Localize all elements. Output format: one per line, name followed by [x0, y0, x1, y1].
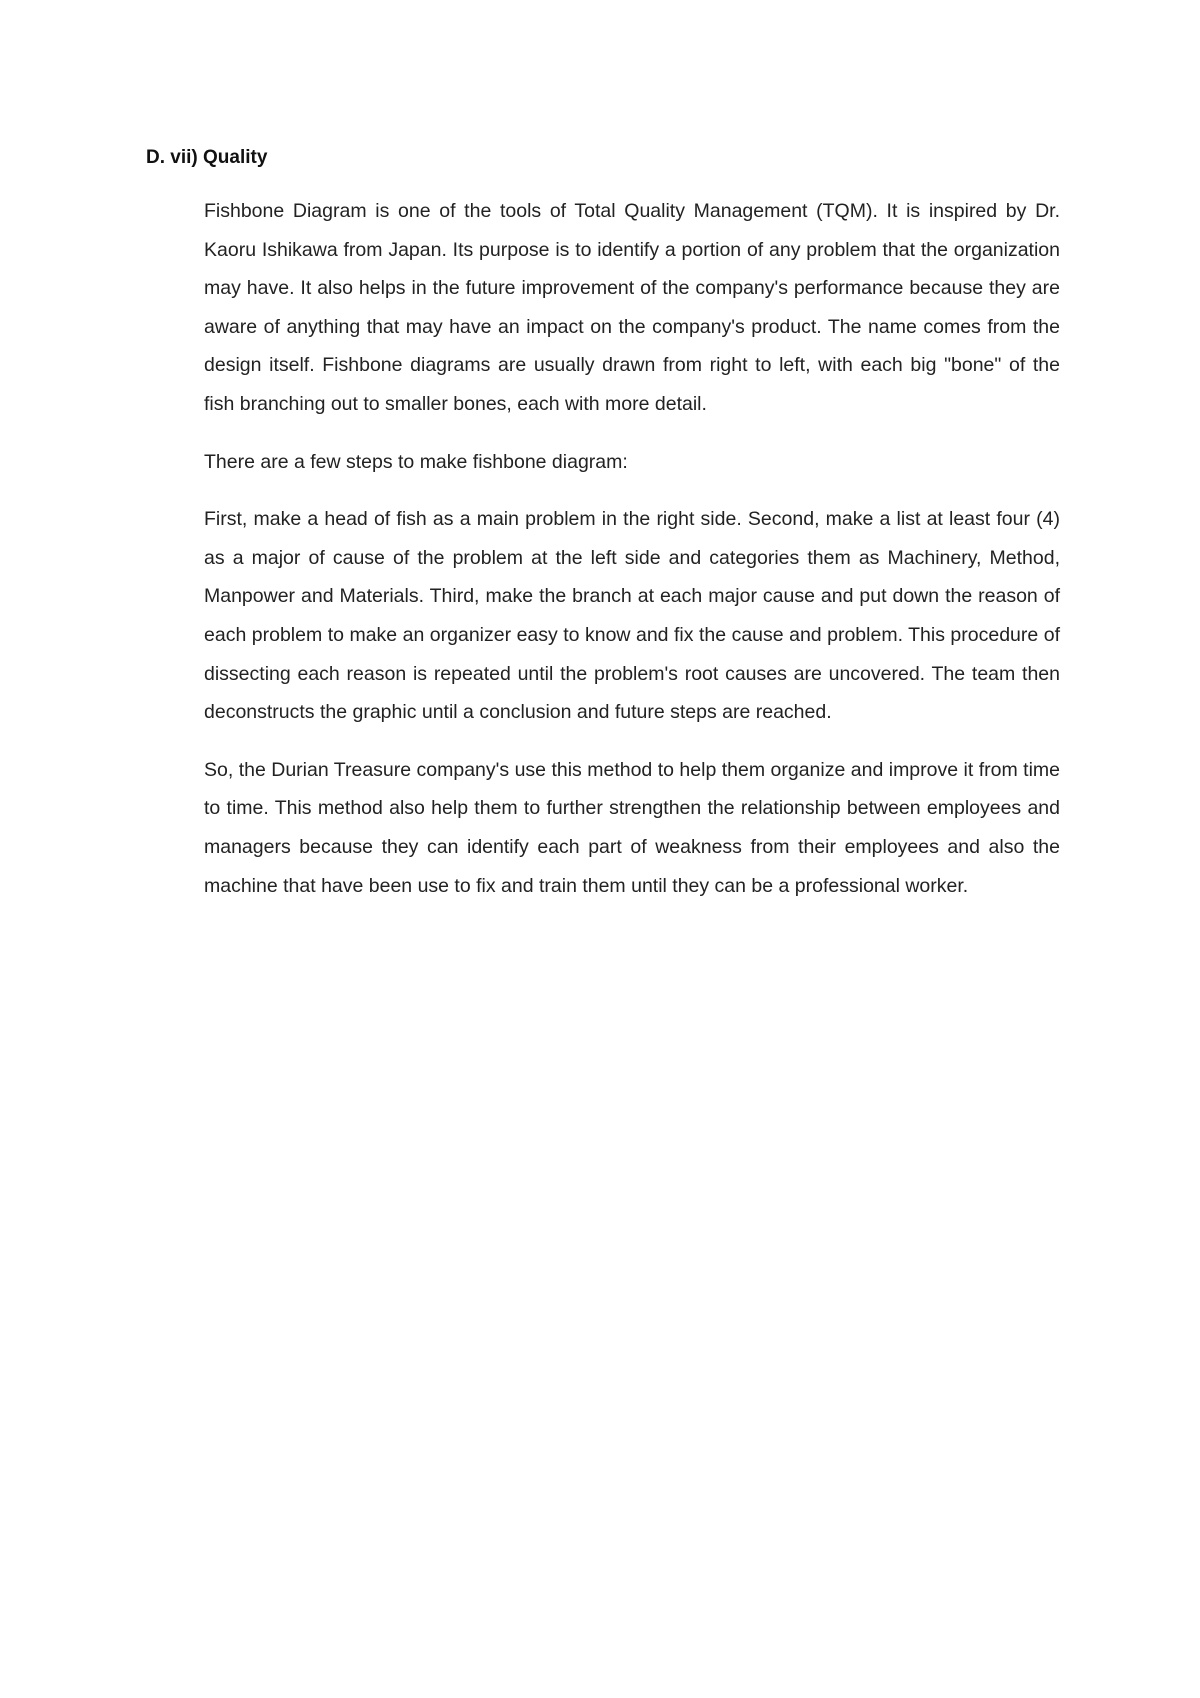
paragraph-steps-intro: There are a few steps to make fishbone diagram:	[204, 450, 628, 473]
paragraph-company-usage: So, the Durian Treasure company's use this method to help them organize and improve it from time to time. This method also help them to further strengthen the relationship between employees and managers because they can identify each part of weakness from their employees and also the machine that have been use to fix and train them until they can be a professional worker.	[204, 758, 1060, 897]
section-heading: D. vii) Quality	[146, 147, 268, 168]
section-body	[204, 192, 1060, 924]
paragraph-fishbone-intro: Fishbone Diagram is one of the tools of Total Quality Management (TQM). It is inspired by Dr. Kaoru Ishikawa from Japan. Its purpose is to identify a portion of any problem that the organization may have. It also helps in the future improvement of the company's performance because they are aware of anything that may have an impact on the company's product. The name comes from the design itself. Fishbone diagrams are usually drawn from right to left, with each big "bone" of the fish branching out to smaller bones, each with more detail.	[204, 200, 1060, 415]
paragraph-steps-detail: First, make a head of fish as a main problem in the right side. Second, make a list at least four (4) as a major of cause of the problem at the left side and categories them as Machinery, Method, Manpower and Materials. Third, make the branch at each major cause and put down the reason of each problem to make an organizer easy to know and fix the cause and problem. This procedure of dissecting each reason is repeated until the problem's root causes are uncovered. The team then deconstructs the graphic until a conclusion and future steps are reached.	[204, 508, 1060, 724]
